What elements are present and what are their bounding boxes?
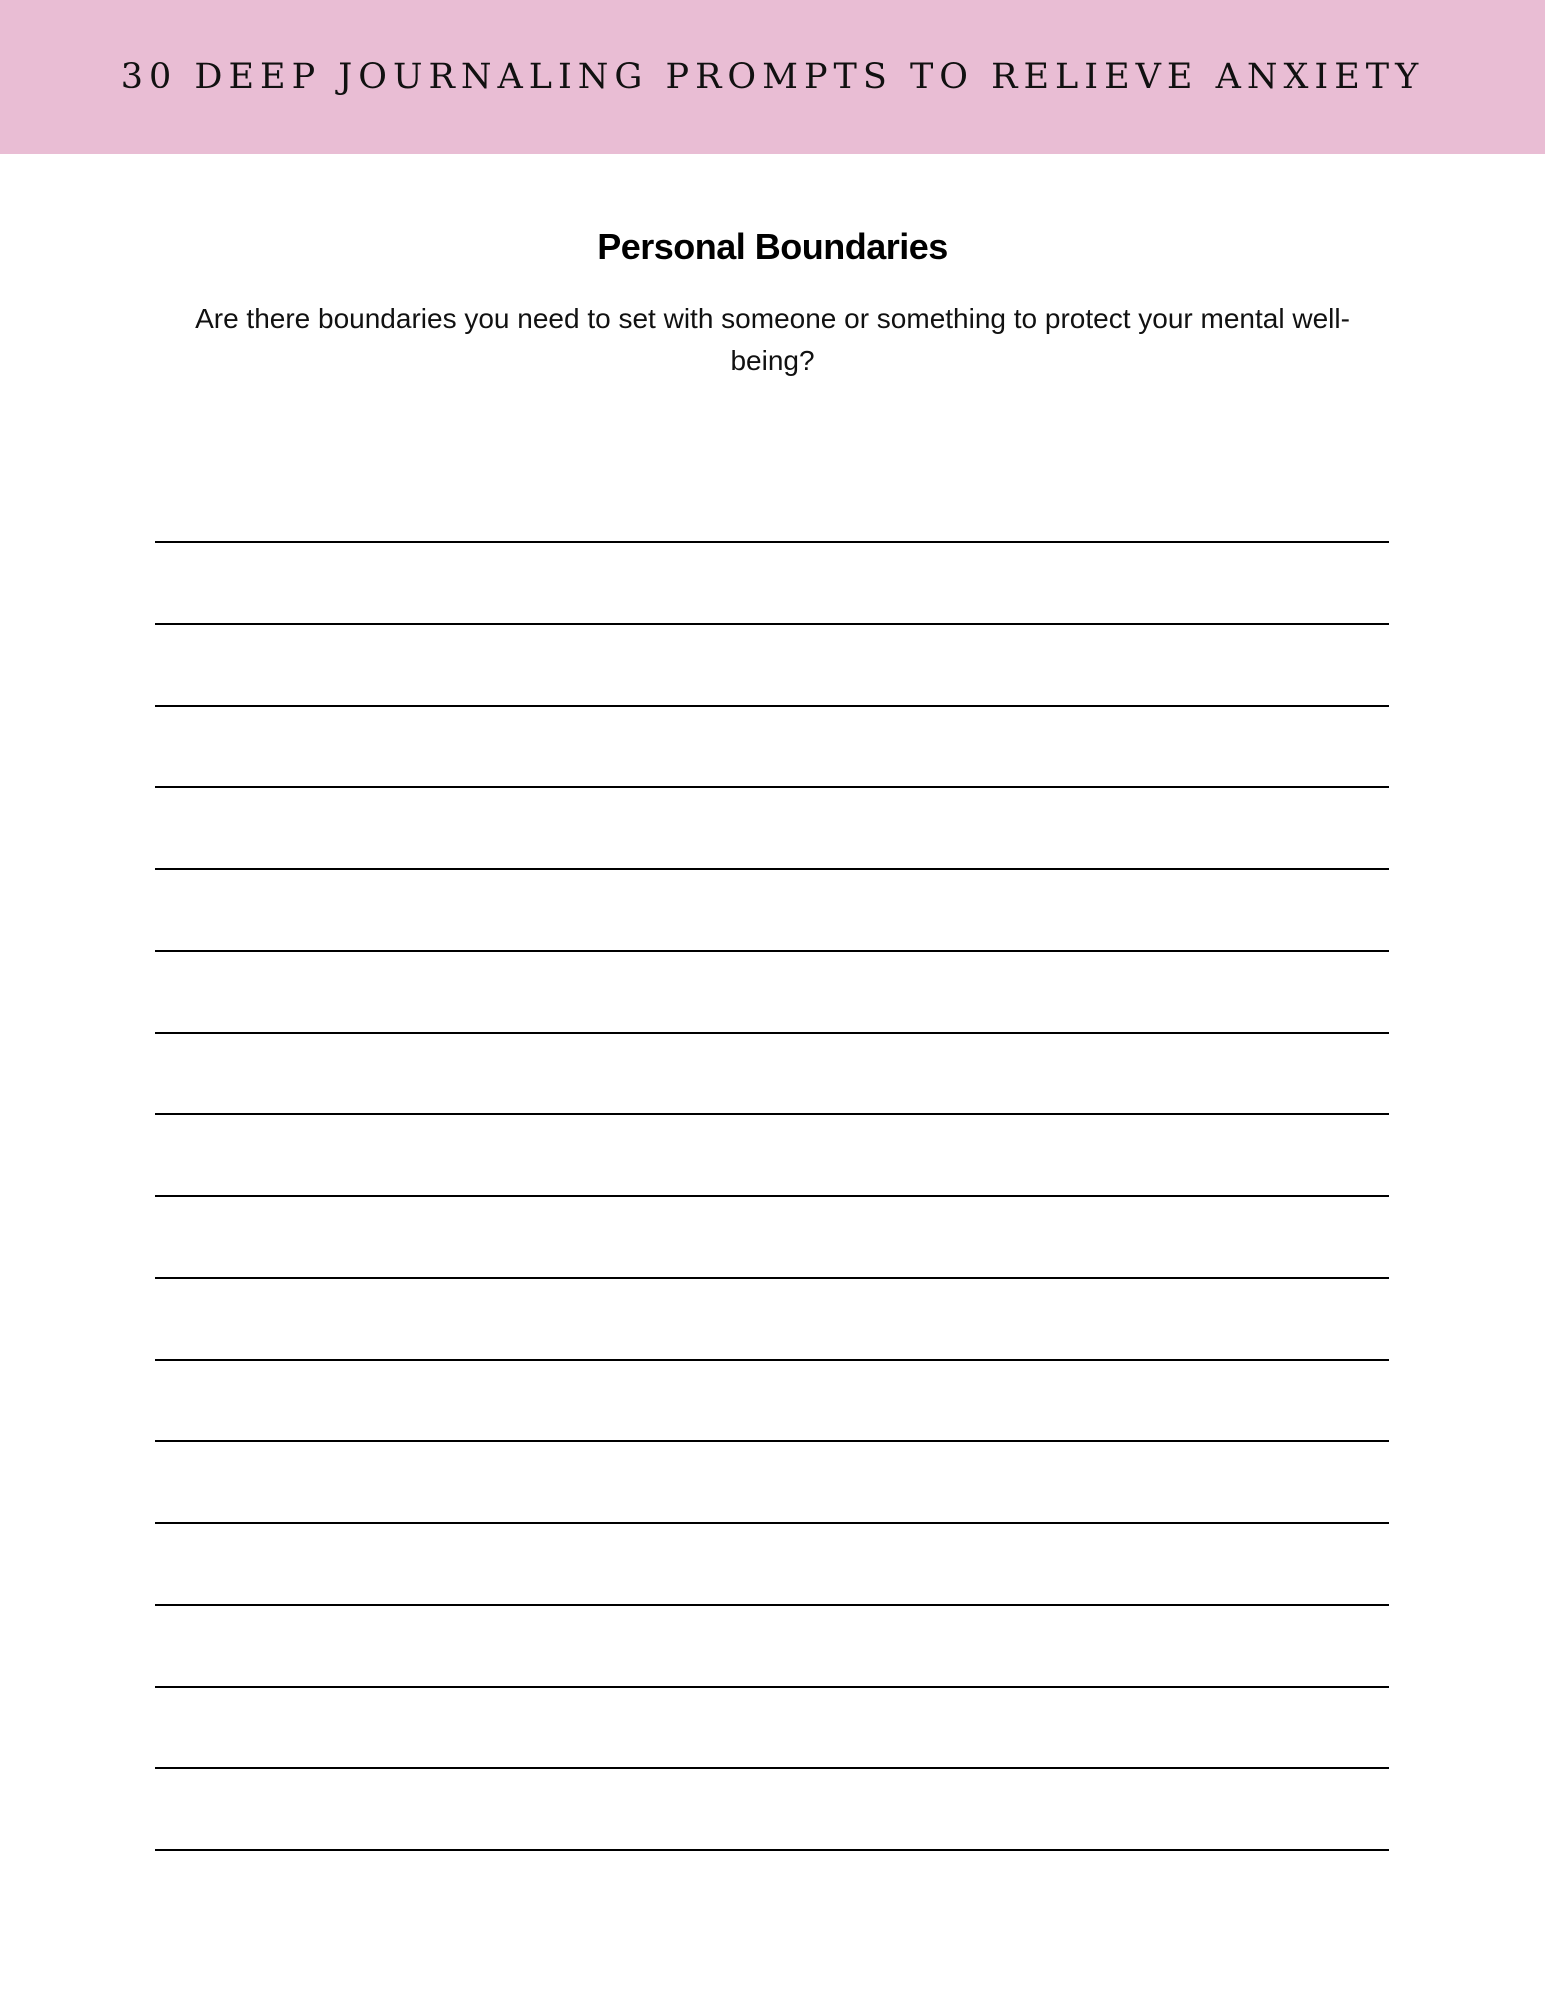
writing-line: [155, 541, 1389, 543]
writing-line: [155, 1032, 1389, 1034]
writing-line: [155, 1849, 1389, 1851]
writing-line: [155, 1767, 1389, 1769]
writing-line: [155, 1440, 1389, 1442]
banner-title: 30 DEEP JOURNALING PROMPTS TO RELIEVE ANXIETY: [120, 57, 1425, 97]
writing-line: [155, 1522, 1389, 1524]
writing-line: [155, 868, 1389, 870]
writing-line: [155, 1113, 1389, 1115]
writing-line: [155, 705, 1389, 707]
writing-line: [155, 1277, 1389, 1279]
writing-lines: [155, 0, 1389, 2000]
writing-line: [155, 1359, 1389, 1361]
prompt-title: Personal Boundaries: [597, 226, 948, 267]
writing-line: [155, 623, 1389, 625]
writing-line: [155, 1604, 1389, 1606]
prompt-question: Are there boundaries you need to set with someone or something to protect your mental well-being?: [195, 303, 1350, 376]
writing-line: [155, 786, 1389, 788]
writing-line: [155, 1195, 1389, 1197]
writing-line: [155, 950, 1389, 952]
writing-line: [155, 1686, 1389, 1688]
